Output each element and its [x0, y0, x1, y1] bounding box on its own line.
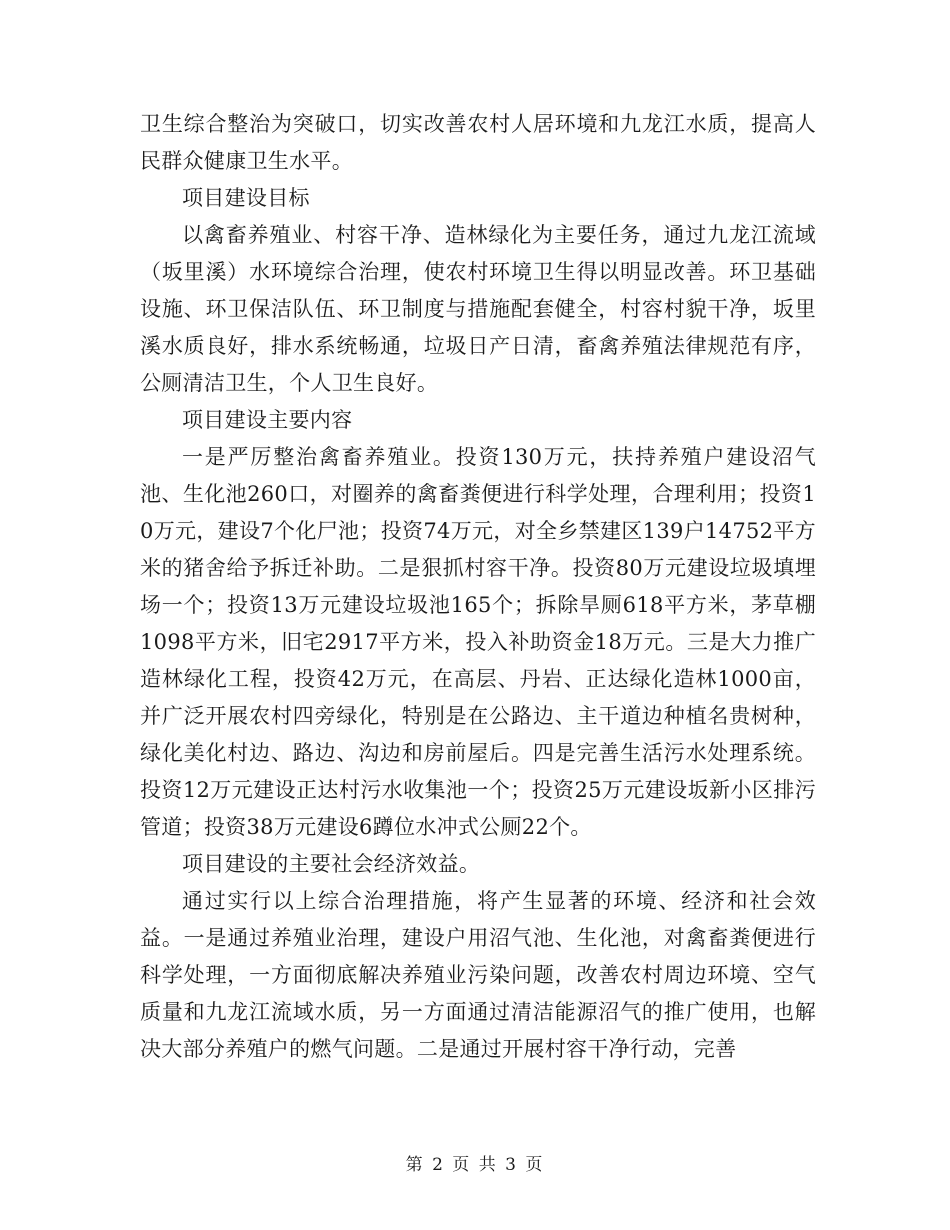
paragraph-benefits: 通过实行以上综合治理措施，将产生显著的环境、经济和社会效益。一是通过养殖业治理，建设户用沼气池、生化池，对禽畜粪便进行科学处理，一方面彻底解决养殖业污染问题，改善农村周边环境、空气质量和九龙江流域水质，另一方面通过清洁能源沼气的推广使用，也解决大部分养殖户的燃气问题。二是通过开展村容干净行动，完善 — [140, 889, 816, 1061]
section-heading-benefits: 项目建设的主要社会经济效益。 — [182, 852, 481, 876]
paragraph-goals: 以禽畜养殖业、村容干净、造林绿化为主要任务，通过九龙江流域（坂里溪）水环境综合治理，使农村环境卫生得以明显改善。环卫基础设施、环卫保洁队伍、环卫制度与措施配套健全，村容村貌干净，坂里溪水质良好，排水系统畅通，垃圾日产日清，畜禽养殖法律规范有序，公厕清洁卫生，个人卫生良好。 — [140, 223, 816, 395]
section-heading-content: 项目建设主要内容 — [182, 408, 353, 432]
section-heading-goals: 项目建设目标 — [182, 186, 310, 210]
paragraph-content: 一是严厉整治禽畜养殖业。投资130万元，扶持养殖户建设沼气池、生化池260口，对圈养的禽畜粪便进行科学处理，合理利用；投资10万元，建设7个化尸池；投资74万元，对全乡禁建区139户14752平方米的猪舍给予拆迁补助。二是狠抓村容干净。投资80万元建设垃圾填埋场一个；投资13万元建设垃圾池165个；拆除旱厕618平方米，茅草棚1098平方米，旧宅2917平方米，投入补助资金18万元。三是大力推广造林绿化工程，投资42万元，在高层、丹岩、正达绿化造林1000亩，并广泛开展农村四旁绿化，特别是在公路边、主干道边种植名贵树种，绿化美化村边、路边、沟边和房前屋后。四是完善生活污水处理系统。投资12万元建设正达村污水收集池一个；投资25万元建设坂新小区排污管道；投资38万元建设6蹲位水冲式公厕22个。 — [140, 445, 816, 839]
paragraph-continuation: 卫生综合整治为突破口，切实改善农村人居环境和九龙江水质，提高人民群众健康卫生水平。 — [140, 112, 816, 173]
page-number-footer: 第 2 页 共 3 页 — [405, 1155, 545, 1175]
document-body — [140, 106, 816, 1068]
